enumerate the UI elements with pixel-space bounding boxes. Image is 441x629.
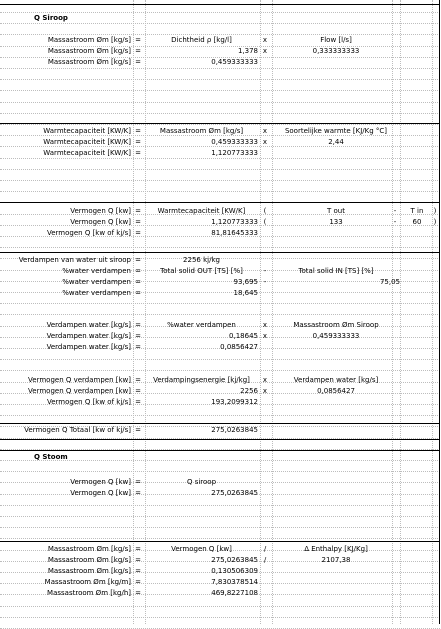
second-value: Δ Enthalpy [KJ/Kg] xyxy=(304,545,368,553)
row-value: 1,120773333 xyxy=(211,149,258,157)
equals-sign: = xyxy=(135,229,141,237)
grid-row xyxy=(0,103,440,114)
row-value: Q siroop xyxy=(186,478,217,486)
row-label: %water verdampen xyxy=(62,267,131,275)
row-value: 0,459333333 xyxy=(211,58,258,66)
minus-sign: - xyxy=(393,218,397,226)
grid-column-line xyxy=(432,0,433,624)
row-value: Verdampingsenergie [kj/kg] xyxy=(153,376,250,384)
equals-sign: = xyxy=(135,489,141,497)
operator: x xyxy=(262,387,268,395)
row-label: Massastroom Øm [kg/h] xyxy=(47,589,131,597)
row-label: Vermogen Q [kw of kj/s] xyxy=(47,229,131,237)
equals-sign: = xyxy=(135,267,141,275)
operator: / xyxy=(263,556,267,564)
operator: x xyxy=(262,376,268,384)
row-value: 0,0856427 xyxy=(220,343,258,351)
row-label: Massastroom Øm [kg/m] xyxy=(44,578,131,586)
row-label: Vermogen Q [kw] xyxy=(70,489,131,497)
equals-sign: = xyxy=(135,218,141,226)
grid-column-line xyxy=(400,0,401,624)
grid-row xyxy=(0,517,440,528)
row-value: 193,2099312 xyxy=(211,398,258,406)
grid-row xyxy=(0,92,440,103)
row-value: 469,8227108 xyxy=(211,589,258,597)
equals-sign: = xyxy=(135,332,141,340)
row-value: 275,0263845 xyxy=(211,556,258,564)
equals-sign: = xyxy=(135,289,141,297)
equals-sign: = xyxy=(135,149,141,157)
grid-column-line xyxy=(272,0,273,624)
grid-row xyxy=(0,439,440,450)
equals-sign: = xyxy=(135,478,141,486)
operator: x xyxy=(262,321,268,329)
row-label: Vermogen Q [kw] xyxy=(70,478,131,486)
second-value: 2107,38 xyxy=(321,556,351,564)
operator: x xyxy=(262,138,268,146)
row-value: 2256 kj/kg xyxy=(183,256,220,264)
second-value: Flow [l/s] xyxy=(320,36,352,44)
operator: x xyxy=(262,36,268,44)
section-divider xyxy=(0,123,440,124)
row-value: 0,459333333 xyxy=(211,138,258,146)
grid-row xyxy=(0,80,440,91)
equals-sign: = xyxy=(135,545,141,553)
second-value: 0,333333333 xyxy=(312,47,360,55)
equals-sign: = xyxy=(135,138,141,146)
row-value: Vermogen Q [kw] xyxy=(171,545,232,553)
row-label: Warmtecapaciteit [KW/K] xyxy=(43,127,131,135)
operator: x xyxy=(262,127,268,135)
row-value: 93,695 xyxy=(233,278,258,286)
row-value: Dichtheid ρ [kg/l] xyxy=(171,36,232,44)
row-label: Massastroom Øm [kg/s] xyxy=(47,58,131,66)
section-divider xyxy=(0,450,440,451)
row-value: 0,130506309 xyxy=(211,567,258,575)
second-value: 0,459333333 xyxy=(312,332,360,340)
equals-sign: = xyxy=(135,256,141,264)
row-label: Verdampen water [kg/s] xyxy=(46,343,131,351)
section-divider xyxy=(0,252,440,253)
equals-sign: = xyxy=(135,321,141,329)
equals-sign: = xyxy=(135,343,141,351)
row-value: Total solid OUT [TS] [%] xyxy=(160,267,243,275)
operator: - xyxy=(263,267,267,275)
operator: / xyxy=(263,545,267,553)
minus-sign: - xyxy=(393,207,397,215)
row-label: Vermogen Q verdampen [kw] xyxy=(28,387,131,395)
second-value: 75,05 xyxy=(379,278,400,286)
section-title: Q Stoom xyxy=(34,453,68,461)
row-label: Verdampen water [kg/s] xyxy=(46,321,131,329)
equals-sign: = xyxy=(135,376,141,384)
row-label: %water verdampen xyxy=(62,278,131,286)
section-divider xyxy=(0,202,440,203)
row-label: %water verdampen xyxy=(62,289,131,297)
row-value: 275,0263845 xyxy=(211,489,258,497)
closing-paren: ) xyxy=(433,218,437,226)
equals-sign: = xyxy=(135,58,141,66)
operator: ( xyxy=(263,207,267,215)
second-value: Soortelijke warmte [KJ/Kg °C] xyxy=(284,127,388,135)
row-value: 81,81645333 xyxy=(211,229,258,237)
grid-row xyxy=(0,181,440,192)
row-value: 7,830378514 xyxy=(211,578,258,586)
second-value: Verdampen water [kg/s] xyxy=(293,376,379,384)
equals-sign: = xyxy=(135,47,141,55)
grid-row xyxy=(0,170,440,181)
row-label: Vermogen Q [kw] xyxy=(70,218,131,226)
row-value: 0,18645 xyxy=(229,332,258,340)
equals-sign: = xyxy=(135,398,141,406)
row-label: Verdampen van water uit siroop xyxy=(18,256,131,264)
row-label: Vermogen Q Totaal [kw of kj/s] xyxy=(24,426,131,434)
second-value: 0,0856427 xyxy=(317,387,355,395)
equals-sign: = xyxy=(135,556,141,564)
grid-row xyxy=(0,607,440,618)
row-label: Massastroom Øm [kg/s] xyxy=(47,545,131,553)
row-value: 2256 xyxy=(240,387,258,395)
row-label: Massastroom Øm [kg/s] xyxy=(47,47,131,55)
row-label: Massastroom Øm [kg/s] xyxy=(47,567,131,575)
grid-row xyxy=(0,69,440,80)
second-value: Total solid IN [TS] [%] xyxy=(298,267,374,275)
row-label: Vermogen Q [kw of kj/s] xyxy=(47,398,131,406)
t-in-value: T in xyxy=(410,207,424,215)
row-value: 1,120773333 xyxy=(211,218,258,226)
equals-sign: = xyxy=(135,207,141,215)
row-value: 1,378 xyxy=(237,47,258,55)
grid-row xyxy=(0,304,440,315)
second-value: 2,44 xyxy=(328,138,344,146)
grid-row xyxy=(0,24,440,35)
equals-sign: = xyxy=(135,426,141,434)
operator: x xyxy=(262,332,268,340)
equals-sign: = xyxy=(135,387,141,395)
t-in-value: 60 xyxy=(412,218,422,226)
grid-column-line xyxy=(260,0,261,624)
grid-row xyxy=(0,506,440,517)
operator: x xyxy=(262,47,268,55)
operator: - xyxy=(263,278,267,286)
grid-column-line xyxy=(133,0,134,624)
row-label: Massastroom Øm [kg/s] xyxy=(47,556,131,564)
row-value: Massastroom Øm [kg/s] xyxy=(159,127,244,135)
second-value: Massastroom Øm Siroop xyxy=(293,321,379,329)
row-label: Warmtecapaciteit [KW/K] xyxy=(43,149,131,157)
closing-paren: ) xyxy=(433,207,437,215)
row-value: %water verdampen xyxy=(167,321,236,329)
section-divider xyxy=(0,541,440,542)
grid-row xyxy=(0,528,440,539)
equals-sign: = xyxy=(135,127,141,135)
grid-row xyxy=(0,159,440,170)
grid-column-line xyxy=(145,0,146,624)
equals-sign: = xyxy=(135,36,141,44)
equals-sign: = xyxy=(135,278,141,286)
sheet-right-border xyxy=(439,0,440,624)
row-label: Warmtecapaciteit [KW/K] xyxy=(43,138,131,146)
operator: ( xyxy=(263,218,267,226)
row-label: Vermogen Q [kw] xyxy=(70,207,131,215)
equals-sign: = xyxy=(135,589,141,597)
equals-sign: = xyxy=(135,578,141,586)
row-value: 18,645 xyxy=(233,289,258,297)
grid-column-line xyxy=(392,0,393,624)
grid-row xyxy=(0,360,440,371)
row-value: Warmtecapaciteit [KW/K] xyxy=(157,207,246,215)
row-value: 275,0263845 xyxy=(211,426,258,434)
row-label: Massastroom Øm [kg/s] xyxy=(47,36,131,44)
row-label: Verdampen water [kg/s] xyxy=(46,332,131,340)
second-value: 133 xyxy=(329,218,343,226)
row-label: Vermogen Q verdampen [kw] xyxy=(28,376,131,384)
equals-sign: = xyxy=(135,567,141,575)
second-value: T out xyxy=(327,207,345,215)
section-divider xyxy=(0,4,440,5)
section-title: Q Siroop xyxy=(34,14,68,22)
